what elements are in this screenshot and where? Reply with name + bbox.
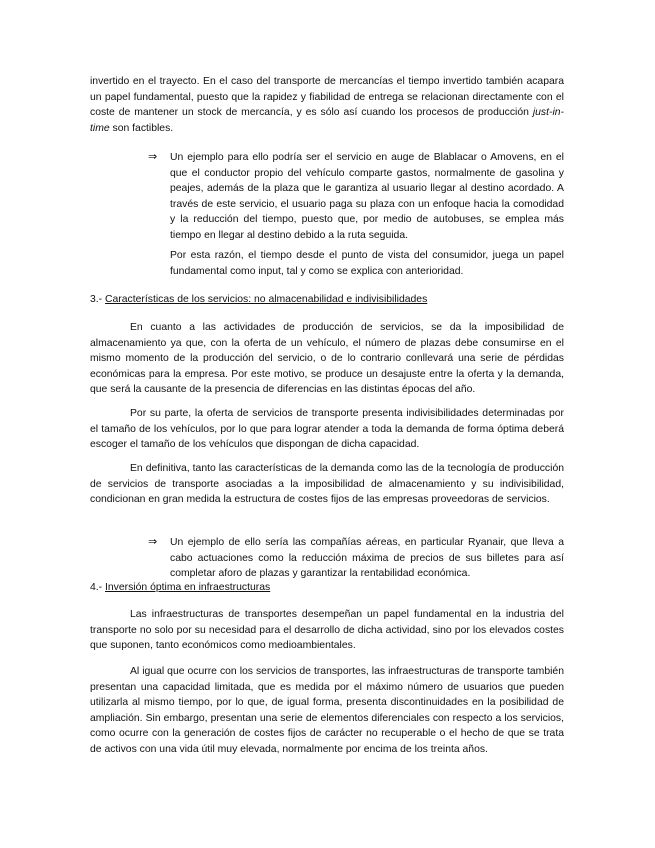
paragraph-intro-text: invertido en el trayecto. En el caso del transporte de mercancías el tiempo invertido también acapara un papel fundamental, puesto que la rapidez y fiabilidad de entrega se relacionan directamente con el coste de mantener un stock de mercancía, y es sólo así cuando los procesos de producción — [90, 76, 564, 119]
paragraph-3-1: En cuanto a las actividades de producción de servicios, se da la imposibilidad de almacenamiento ya que, con la oferta de un vehículo, el número de plazas debe consumirse en el mismo momento de la producción del servicio, o de lo contrario conllevará una serie de pérdidas económicas para la empresa. Por este motivo, se produce un desajuste entre la oferta y la demanda, que será la causante de la presencia de diferencias en las distintas épocas del año. — [90, 322, 564, 396]
bullet-followup-paragraph: Por esta razón, el tiempo desde el punto de vista del consumidor, juega un papel fundamental como input, tal y como se explica con anterioridad. — [170, 250, 564, 277]
section-4-number: 4.- — [90, 582, 106, 593]
arrow-bullet-icon-2: ⇒ — [148, 536, 158, 548]
paragraph-4-1: Las infraestructuras de transportes desempeñan un papel fundamental en la industria del transporte no solo por su necesidad para el desarrollo de dicha actividad, sino por los elevados costes que suponen, tanto económicos como medioambientales. — [90, 609, 564, 652]
paragraph-3-3: En definitiva, tanto las características de la demanda como las de la tecnología de producción de servicios de transporte asociadas a la imposibilidad de almacenamiento y su indivisibilidad, condicionan en gran medida la estructura de costes fijos de las empresas proveedoras de servicios. — [90, 463, 564, 506]
paragraph-intro-italic: just-in-time — [90, 107, 564, 134]
bullet-example-ryanair: Un ejemplo de ello sería las compañías aéreas, en particular Ryanair, que lleva a cabo actuaciones como la reducción máxima de precios de sus billetes para así completar aforo de plazas y garantizar la rentabilidad económica. — [170, 537, 564, 580]
section-3-heading — [90, 292, 564, 308]
paragraph-3-2: Por su parte, la oferta de servicios de transporte presenta indivisibilidades determinadas por el tamaño de los vehículos, por lo que para lograr atender a toda la demanda de forma óptima deberá escoger el tamaño de los vehículos que dispongan de dicha capacidad. — [90, 408, 564, 451]
section-4-title: Inversión óptima en infraestructuras — [105, 582, 271, 593]
paragraph-intro-end: son factibles. — [109, 122, 174, 134]
section-3-number: 3.- — [90, 294, 106, 305]
paragraph-4-2: Al igual que ocurre con los servicios de transportes, las infraestructuras de transporte también presentan una capacidad limitada, que es medida por el máximo número de usuarios que pueden utilizarla al mismo tiempo, por lo que, de igual forma, presenta discontinuidades en la posibilidad de ampliación. Sin embargo, presentan una serie de elementos diferenciales con respecto a los servicios, como ocurre con la generación de costes fijos de carácter no recuperable o el hecho de que se trata de activos con una vida útil muy elevada, normalmente por encima de los treinta años. — [90, 666, 564, 755]
paragraph-intro — [90, 74, 564, 136]
section-3-title: Características de los servicios: no almacenabilidad e indivisibilidades — [105, 294, 428, 305]
arrow-bullet-icon: ⇒ — [148, 151, 158, 163]
bullet-example-blablacar: Un ejemplo para ello podría ser el servicio en auge de Blablacar o Amovens, en el que el conductor propio del vehículo comparte gastos, normalmente de gasolina y peajes, además de la plaza que le garantiza al usuario llegar al destino acordado. A través de este servicio, el usuario paga su plaza con un enfoque hacia la comodidad y la reducción del tiempo, puesto que, por medio de autobuses, se emplea más tiempo en llegar al destino debido a la ruta seguida. — [170, 152, 564, 241]
section-4-heading — [90, 580, 564, 596]
